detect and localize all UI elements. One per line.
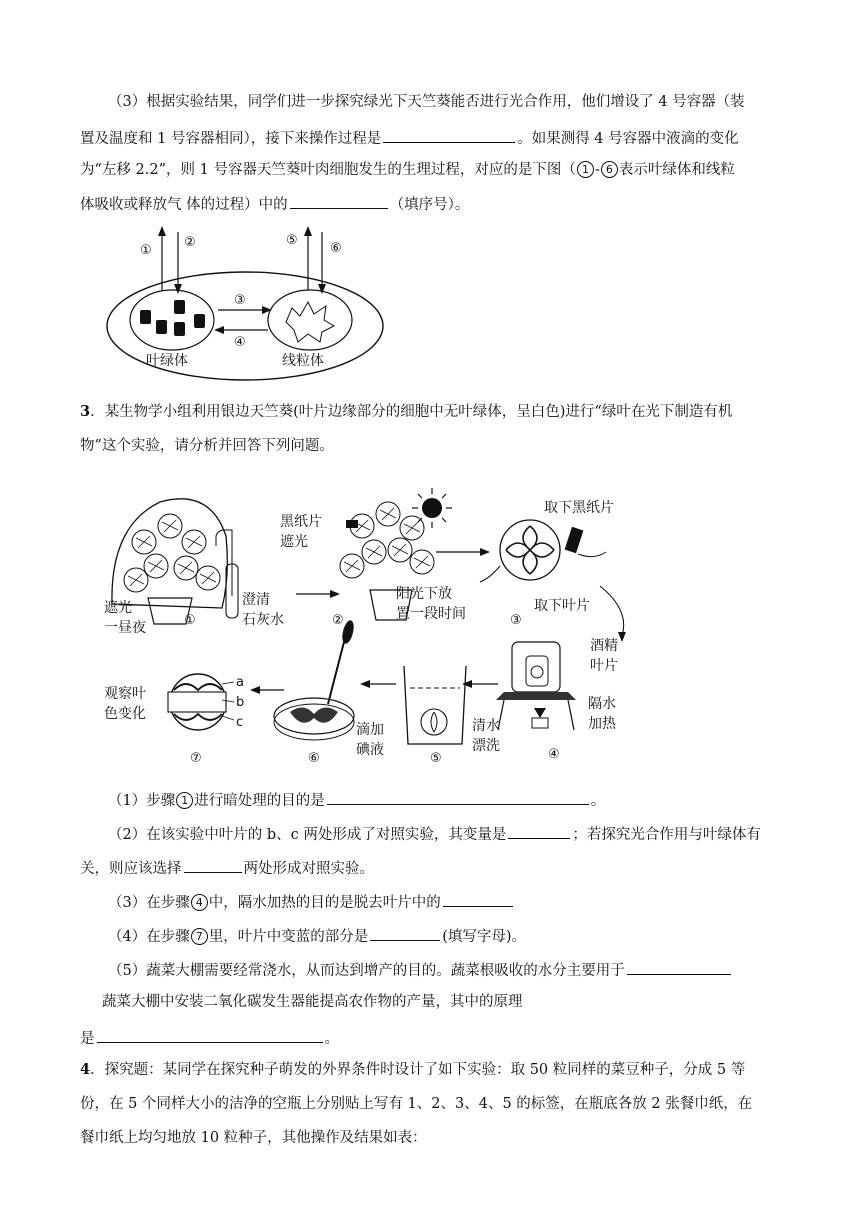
step3-remove-leaf: 取下叶片	[534, 598, 590, 614]
step5-figure	[404, 666, 466, 744]
q3-intro-text: ．某生物学小组利用银边天竺葵(叶片边缘部分的细胞中无叶绿体，呈白色)进行“绿叶在光下制造有机	[90, 404, 733, 420]
mitochondria-shape	[268, 290, 352, 350]
circled-number: 7	[191, 928, 208, 945]
step-number-7: ⑦	[190, 751, 202, 766]
q2-part3-line2-text-a: 置及温度和 1 号容器相同），接下来操作过程是	[80, 131, 382, 147]
step5-wash-line1: 清水	[472, 718, 500, 734]
sun-icon	[412, 488, 452, 528]
step6-figure	[274, 619, 356, 740]
arrow-label-6: ⑥	[330, 241, 342, 256]
q3-part5-line2: 蔬菜大棚中安装二氧化碳发生器能提高农作物的产量，其中的原理	[102, 994, 523, 1010]
leaf-part-a: a	[236, 675, 244, 690]
q3-part4	[108, 924, 828, 947]
step4-alcohol-line1: 酒精	[590, 638, 618, 654]
step4-heat-line1: 隔水	[588, 696, 616, 712]
answer-blank-decolor[interactable]	[443, 890, 513, 907]
answer-blank-process-numbers[interactable]	[290, 192, 388, 209]
step7-figure	[168, 674, 234, 730]
q3-part4-text-a: （4）在步骤	[108, 929, 190, 945]
q3-part4-text-b: 里，叶片中变蓝的部分是	[208, 929, 369, 945]
q3-part2-text-b: ；若探究光合作用与叶绿体有	[572, 827, 761, 843]
question-number: 4	[80, 1061, 91, 1078]
answer-blank-water-use[interactable]	[627, 958, 731, 975]
step5-wash-line2: 漂洗	[472, 738, 500, 754]
answer-blank-procedure[interactable]	[383, 126, 515, 143]
circled-number: 1	[577, 161, 594, 178]
step2-paper-line2: 遮光	[280, 534, 308, 550]
step2-paper-line1: 黑纸片	[280, 514, 322, 530]
q3-intro-line1	[80, 402, 800, 422]
mitochondria-label: 线粒体	[282, 353, 324, 369]
step1-label-line1: 遮光	[104, 600, 132, 616]
q4-line3: 餐巾纸上均匀地放 10 粒种子，其他操作及结果如表：	[80, 1130, 427, 1146]
step6-iodine-line2: 碘液	[356, 742, 384, 758]
q2-part3-line4-text-b: （填序号）。	[389, 197, 470, 213]
step4-alcohol-line2: 叶片	[590, 658, 618, 674]
q2-part3-line3-text-c: 表示叶绿体和线粒	[618, 162, 735, 178]
step7-observe-line2: 色变化	[104, 706, 146, 722]
arrow-label-4: ④	[234, 335, 246, 350]
q3-part2-text-d: 两处形成对照实验。	[243, 861, 374, 877]
answer-blank-variable[interactable]	[508, 822, 570, 839]
step1-label-line2: 一昼夜	[104, 620, 146, 636]
dash: -	[594, 162, 600, 178]
q4-line1-text: ．探究题：某同学在探究种子萌发的外界条件时设计了如下实验：取 50 粒同样的菜豆种子，分成 5 等	[90, 1062, 746, 1078]
step4-heat-line2: 加热	[588, 716, 616, 732]
q3-intro-line2: 物”这个实验，请分析并回答下列问题。	[80, 438, 334, 454]
step4-figure	[496, 642, 576, 730]
q3-part2	[108, 822, 828, 845]
step7-observe-line1: 观察叶	[104, 686, 146, 702]
q3-part2-cont	[80, 856, 800, 879]
q3-part5-text-a: （5）蔬菜大棚需要经常浇水，从而达到增产的目的。蔬菜根吸收的水分主要用于	[108, 963, 625, 979]
q3-part5-line3	[80, 1026, 800, 1049]
q3-part5-text-d: 。	[324, 1031, 339, 1047]
arrow-label-1: ①	[140, 243, 152, 258]
answer-blank-dark-treatment[interactable]	[327, 788, 589, 805]
step6-iodine-line1: 滴加	[356, 722, 384, 738]
arrow-label-2: ②	[184, 235, 196, 250]
step-number-2: ②	[332, 613, 344, 628]
answer-blank-control-sites[interactable]	[184, 856, 242, 873]
step-number-6: ⑥	[308, 751, 320, 766]
step-number-3: ③	[510, 613, 522, 628]
q2-part3-line4	[80, 192, 800, 215]
question-number: 3	[80, 403, 91, 420]
experiment-steps-diagram	[100, 486, 660, 772]
q2-part3-line3	[80, 160, 800, 180]
q3-part1-text-a: （1）步骤	[108, 793, 176, 809]
step2-sun-line1: 阳光下放	[396, 586, 452, 602]
step-number-1: ①	[184, 613, 196, 628]
q3-part1-text-b: 进行暗处理的目的是	[194, 793, 325, 809]
step3-figure	[480, 520, 606, 582]
q3-part4-text-c: (填写字母)。	[442, 929, 527, 945]
step3-remove-paper: 取下黑纸片	[544, 500, 614, 516]
q3-part2-text-a: （2）在该实验中叶片的 b、c 两处形成了对照实验，其变量是	[108, 827, 507, 843]
q3-part3-text-b: 中，隔水加热的目的是脱去叶片中的	[208, 895, 441, 911]
q3-part1-text-c: 。	[590, 793, 606, 809]
q4-line1	[80, 1060, 800, 1080]
q3-part5-text-c: 是	[80, 1031, 95, 1047]
step1-lime-line2: 石灰水	[242, 612, 284, 628]
q3-part2-text-c: 关，则应该选择	[80, 861, 182, 877]
q2-part3-line4-text-a: 体吸收或释放气 体的过程）中的	[80, 197, 288, 213]
arrow-label-5: ⑤	[286, 233, 298, 248]
q2-part3-line2	[80, 126, 800, 149]
circled-number: 4	[191, 894, 208, 911]
step-number-5: ⑤	[430, 751, 442, 766]
answer-blank-co2-principle[interactable]	[97, 1026, 323, 1043]
arrow-label-3: ③	[234, 293, 246, 308]
q2-part3-line2-text-b: 。如果测得 4 号容器中液滴的变化	[517, 131, 739, 147]
chloroplast-label: 叶绿体	[146, 353, 188, 369]
circled-number: 1	[176, 792, 193, 809]
organelle-gas-exchange-diagram	[100, 222, 390, 382]
q4-line2: 份，在 5 个同样大小的洁净的空瓶上分别贴上写有 1、2、3、4、5 的标签，在瓶底各放 2 张餐巾纸，在	[80, 1096, 753, 1112]
q3-part5	[108, 958, 828, 981]
leaf-part-b: b	[236, 695, 245, 710]
q3-part3-text-a: （3）在步骤	[108, 895, 190, 911]
q3-part3	[108, 890, 828, 913]
step1-lime-line1: 澄清	[242, 592, 270, 608]
q3-part1	[108, 788, 828, 811]
step2-sun-line2: 置一段时间	[396, 606, 466, 622]
q2-part3-line1: （3）根据实验结果，同学们进一步探究绿光下天竺葵能否进行光合作用，他们增设了 4 号容器（装	[108, 94, 745, 110]
answer-blank-blue-part[interactable]	[370, 924, 440, 941]
leaf-part-c: c	[236, 715, 244, 730]
circled-number: 6	[601, 161, 618, 178]
step-number-4: ④	[548, 747, 560, 762]
q2-part3-line3-text-a: 为“左移 2.2”，则 1 号容器天竺葵叶肉细胞发生的生理过程，对应的是下图（	[80, 162, 576, 178]
